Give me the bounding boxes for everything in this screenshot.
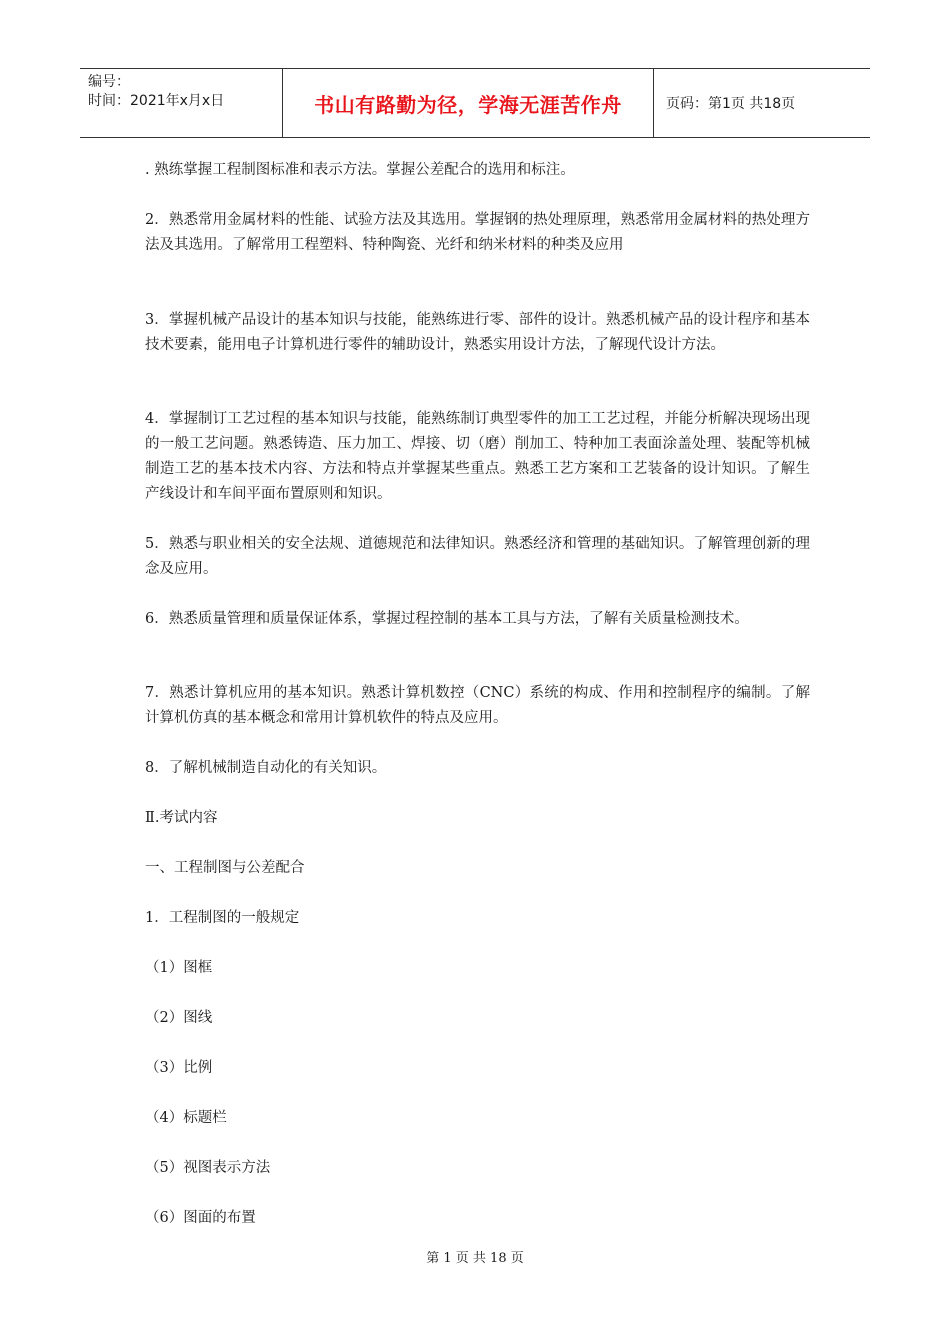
page-info: 页码：第1页 共18页 [666, 96, 796, 112]
list-item: （6）图面的布置 [145, 1210, 256, 1226]
paragraph-2: 3．掌握机械产品设计的基本知识与技能，能熟练进行零、部件的设计。熟悉机械产品的设计程序和基本技术要素，能用电子计算机进行零件的辅助设计，熟悉实用设计方法，了解现代设计方法。 [145, 312, 810, 353]
code-label: 编号： [88, 74, 130, 90]
list-item: （3）比例 [145, 1060, 213, 1076]
header-meta [80, 69, 282, 137]
header-motto-cell [282, 69, 654, 137]
list-item: （1）图框 [145, 960, 213, 976]
list-item: （4）标题栏 [145, 1110, 227, 1126]
motto: 书山有路勤为径，学海无涯苦作舟 [314, 92, 622, 117]
paragraph-6: 7．熟悉计算机应用的基本知识。熟悉计算机数控（CNC）系统的构成、作用和控制程序的编制。了解计算机仿真的基本概念和常用计算机软件的特点及应用。 [145, 685, 810, 726]
paragraph-1: 2．熟悉常用金属材料的性能、试验方法及其选用。掌握钢的热处理原理，熟悉常用金属材料的热处理方法及其选用。了解常用工程塑料、特种陶瓷、光纤和纳米材料的种类及应用 [145, 212, 810, 253]
list-item: （2）图线 [145, 1010, 213, 1026]
chapter-heading: 一、工程制图与公差配合 [145, 860, 305, 876]
footer-page-number: 第 1 页 共 18 页 [426, 1251, 524, 1266]
paragraph-0: . 熟练掌握工程制图标准和表示方法。掌握公差配合的选用和标注。 [145, 162, 575, 178]
paragraph-4: 5．熟悉与职业相关的安全法规、道德规范和法律知识。熟悉经济和管理的基础知识。了解管理创新的理念及应用。 [145, 536, 810, 577]
subsection-heading: 1．工程制图的一般规定 [145, 910, 300, 926]
paragraph-7: 8．了解机械制造自动化的有关知识。 [145, 760, 387, 776]
time-label: 时间：2021年x月x日 [88, 93, 225, 109]
document-header [80, 68, 870, 138]
paragraph-5: 6．熟悉质量管理和质量保证体系，掌握过程控制的基本工具与方法，了解有关质量检测技术。 [145, 611, 749, 627]
paragraph-3: 4．掌握制订工艺过程的基本知识与技能，能熟练制订典型零件的加工工艺过程，并能分析解决现场出现的一般工艺问题。熟悉铸造、压力加工、焊接、切（磨）削加工、特种加工表面涂盖处理、装配等机械制造工艺的基本技术内容、方法和特点并掌握某些重点。熟悉工艺方案和工艺装备的设计知识。了解生产线设计和车间平面布置原则和知识。 [145, 411, 810, 502]
list-item: （5）视图表示方法 [145, 1160, 271, 1176]
section-heading: Ⅱ.考试内容 [145, 810, 218, 826]
page-footer [0, 1247, 950, 1266]
header-page-cell [654, 69, 870, 137]
